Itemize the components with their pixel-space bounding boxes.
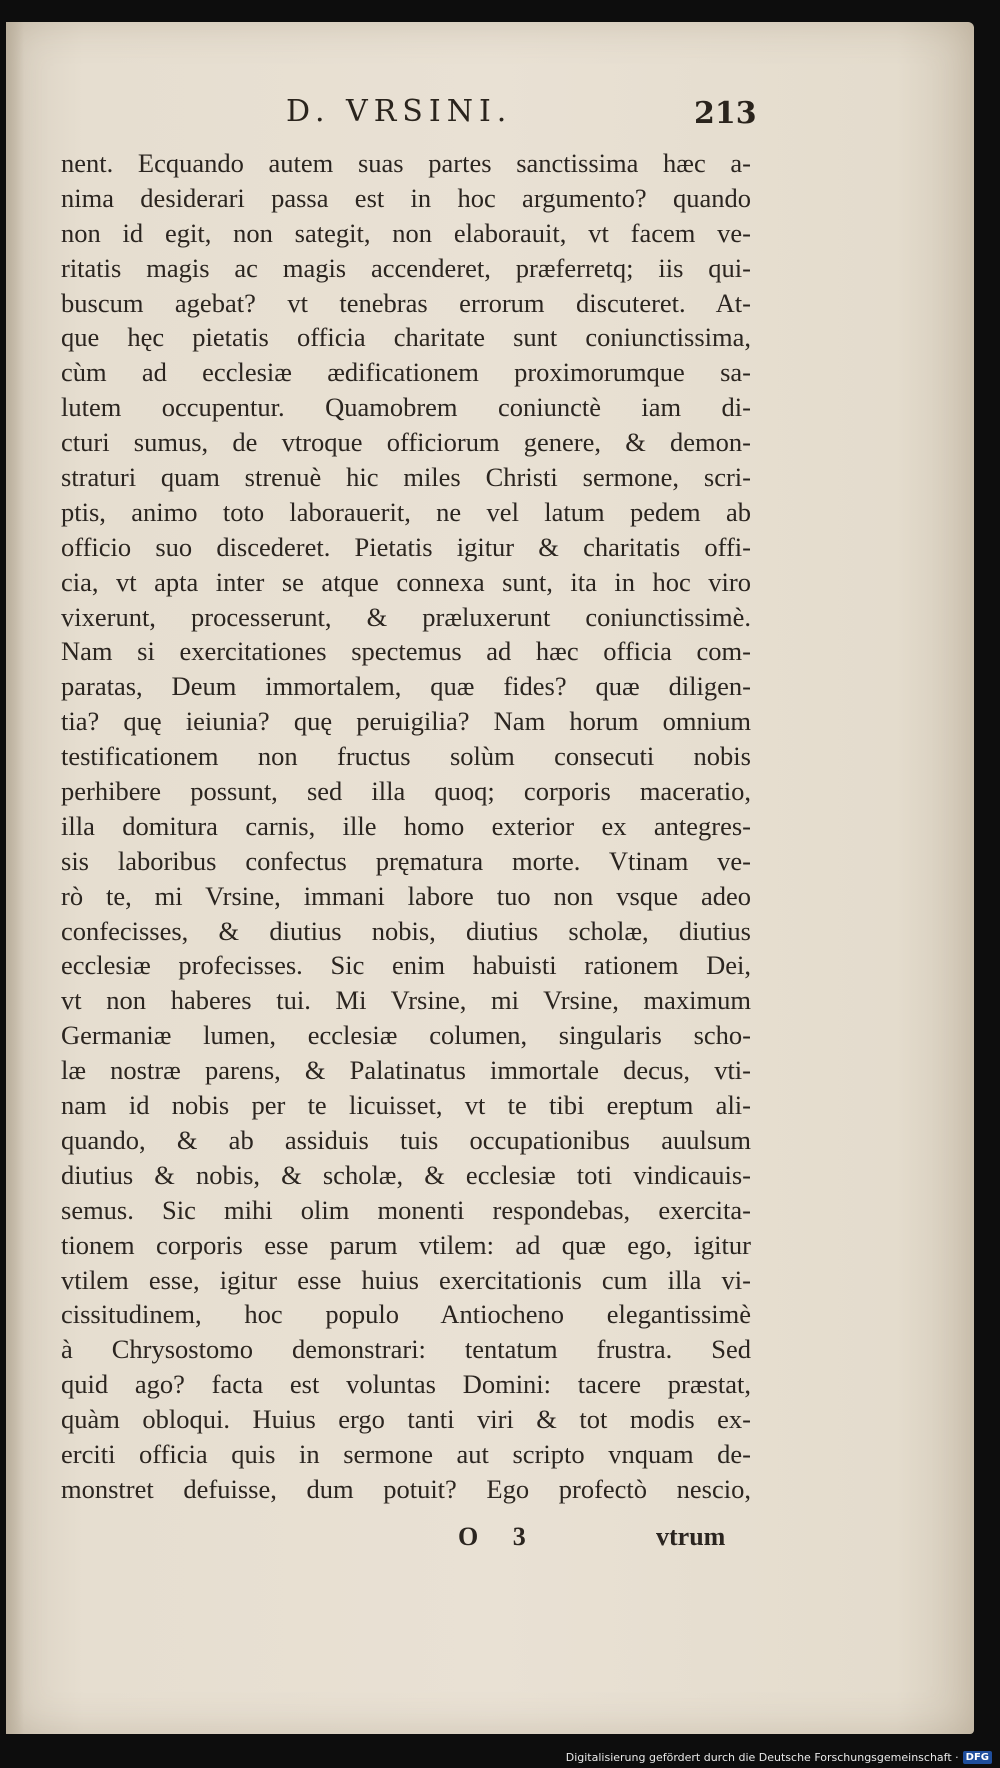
text-line: nam id nobis per te licuisset, vt te tibi ereptum ali- [61,1090,751,1121]
text-line: perhibere possunt, sed illa quoq; corporis maceratio, [61,776,751,807]
text-line: cùm ad ecclesiæ ædificationem proximorumque sa- [61,357,751,388]
text-line: officio suo discederet. Pietatis igitur & charitatis offi- [61,531,751,562]
text-line: læ nostræ parens, & Palatinatus immortale decus, vti- [61,1055,751,1086]
text-line: monstret defuisse, dum potuit? Ego profectò nescio, [61,1473,751,1504]
text-line: paratas, Deum immortalem, quæ fides? quæ diligen- [61,671,751,702]
text-line: ecclesiæ profecisses. Sic enim habuisti rationem Dei, [61,950,751,981]
text-line: testificationem non fructus solùm consecuti nobis [61,741,751,772]
credit-text: Digitalisierung gefördert durch die Deutsche Forschungsgemeinschaft · [565,1751,959,1764]
catchword: vtrum [656,1522,726,1551]
text-line: rò te, mi Vrsine, immani labore tuo non vsque adeo [61,880,751,911]
text-line: ritatis magis ac magis accenderet, præferretq; iis qui- [61,252,751,283]
text-line: quàm obloqui. Huius ergo tanti viri & tot modis ex- [61,1404,751,1435]
page-number: 213 [694,96,757,131]
page-gutter-shadow [6,22,24,1734]
text-line: buscum agebat? vt tenebras errorum discuteret. At- [61,287,751,318]
page-header [6,94,974,144]
text-line: tionem corporis esse parum vtilem: ad quæ ego, igitur [61,1229,751,1260]
page-footer [6,1522,974,1562]
text-line: quid ago? facta est voluntas Domini: tacere præstat, [61,1369,751,1400]
text-line: cturi sumus, de vtroque officiorum genere, & demon- [61,427,751,458]
text-line: straturi quam strenuè hic miles Christi sermone, scri- [61,462,751,493]
text-line: Germaniæ lumen, ecclesiæ columen, singularis scho- [61,1020,751,1051]
text-line: lutem occupentur. Quamobrem coniunctè iam di- [61,392,751,423]
text-line: nent. Ecquando autem suas partes sanctissima hæc a- [61,148,751,178]
text-line: non id egit, non sategit, non elaborauit, vt facem ve- [61,217,751,248]
text-line: illa domitura carnis, ille homo exterior ex antegres- [61,810,751,841]
text-line: sis laboribus confectus pręmatura morte. Vtinam ve- [61,845,751,876]
text-line: diutius & nobis, & scholæ, & ecclesiæ toti vindicauis- [61,1159,751,1190]
dfg-logo: DFG [963,1751,992,1764]
text-line: quando, & ab assiduis tuis occupationibus auulsum [61,1124,751,1155]
text-line: erciti officia quis in sermone aut scripto vnquam de- [61,1438,751,1469]
text-line: que hęc pietatis officia charitate sunt coniunctissima, [61,322,751,353]
digitization-credit [566,1751,992,1764]
signature-mark: O 3 [458,1522,540,1551]
text-line: vtilem esse, igitur esse huius exercitationis cum illa vi- [61,1264,751,1295]
text-line: semus. Sic mihi olim monenti respondebas, exercita- [61,1194,751,1225]
body-text [61,146,751,1507]
text-line: tia? quę ieiunia? quę peruigilia? Nam horum omnium [61,706,751,737]
running-head: D. VRSINI. [286,94,513,129]
text-line: ptis, animo toto laborauerit, ne vel latum pedem ab [61,496,751,527]
text-line: cissitudinem, hoc populo Antiocheno elegantissimè [61,1299,751,1330]
text-line: à Chrysostomo demonstrari: tentatum frustra. Sed [61,1334,751,1365]
text-line: Nam si exercitationes spectemus ad hæc officia com- [61,636,751,667]
text-line: nima desiderari passa est in hoc argumento? quando [61,182,751,213]
text-line: vixerunt, processerunt, & præluxerunt coniunctissimè. [61,601,751,632]
text-line: vt non haberes tui. Mi Vrsine, mi Vrsine, maximum [61,985,751,1016]
text-line: confecisses, & diutius nobis, diutius scholæ, diutius [61,915,751,946]
book-page [6,22,974,1734]
text-line: cia, vt apta inter se atque connexa sunt, ita in hoc viro [61,566,751,597]
